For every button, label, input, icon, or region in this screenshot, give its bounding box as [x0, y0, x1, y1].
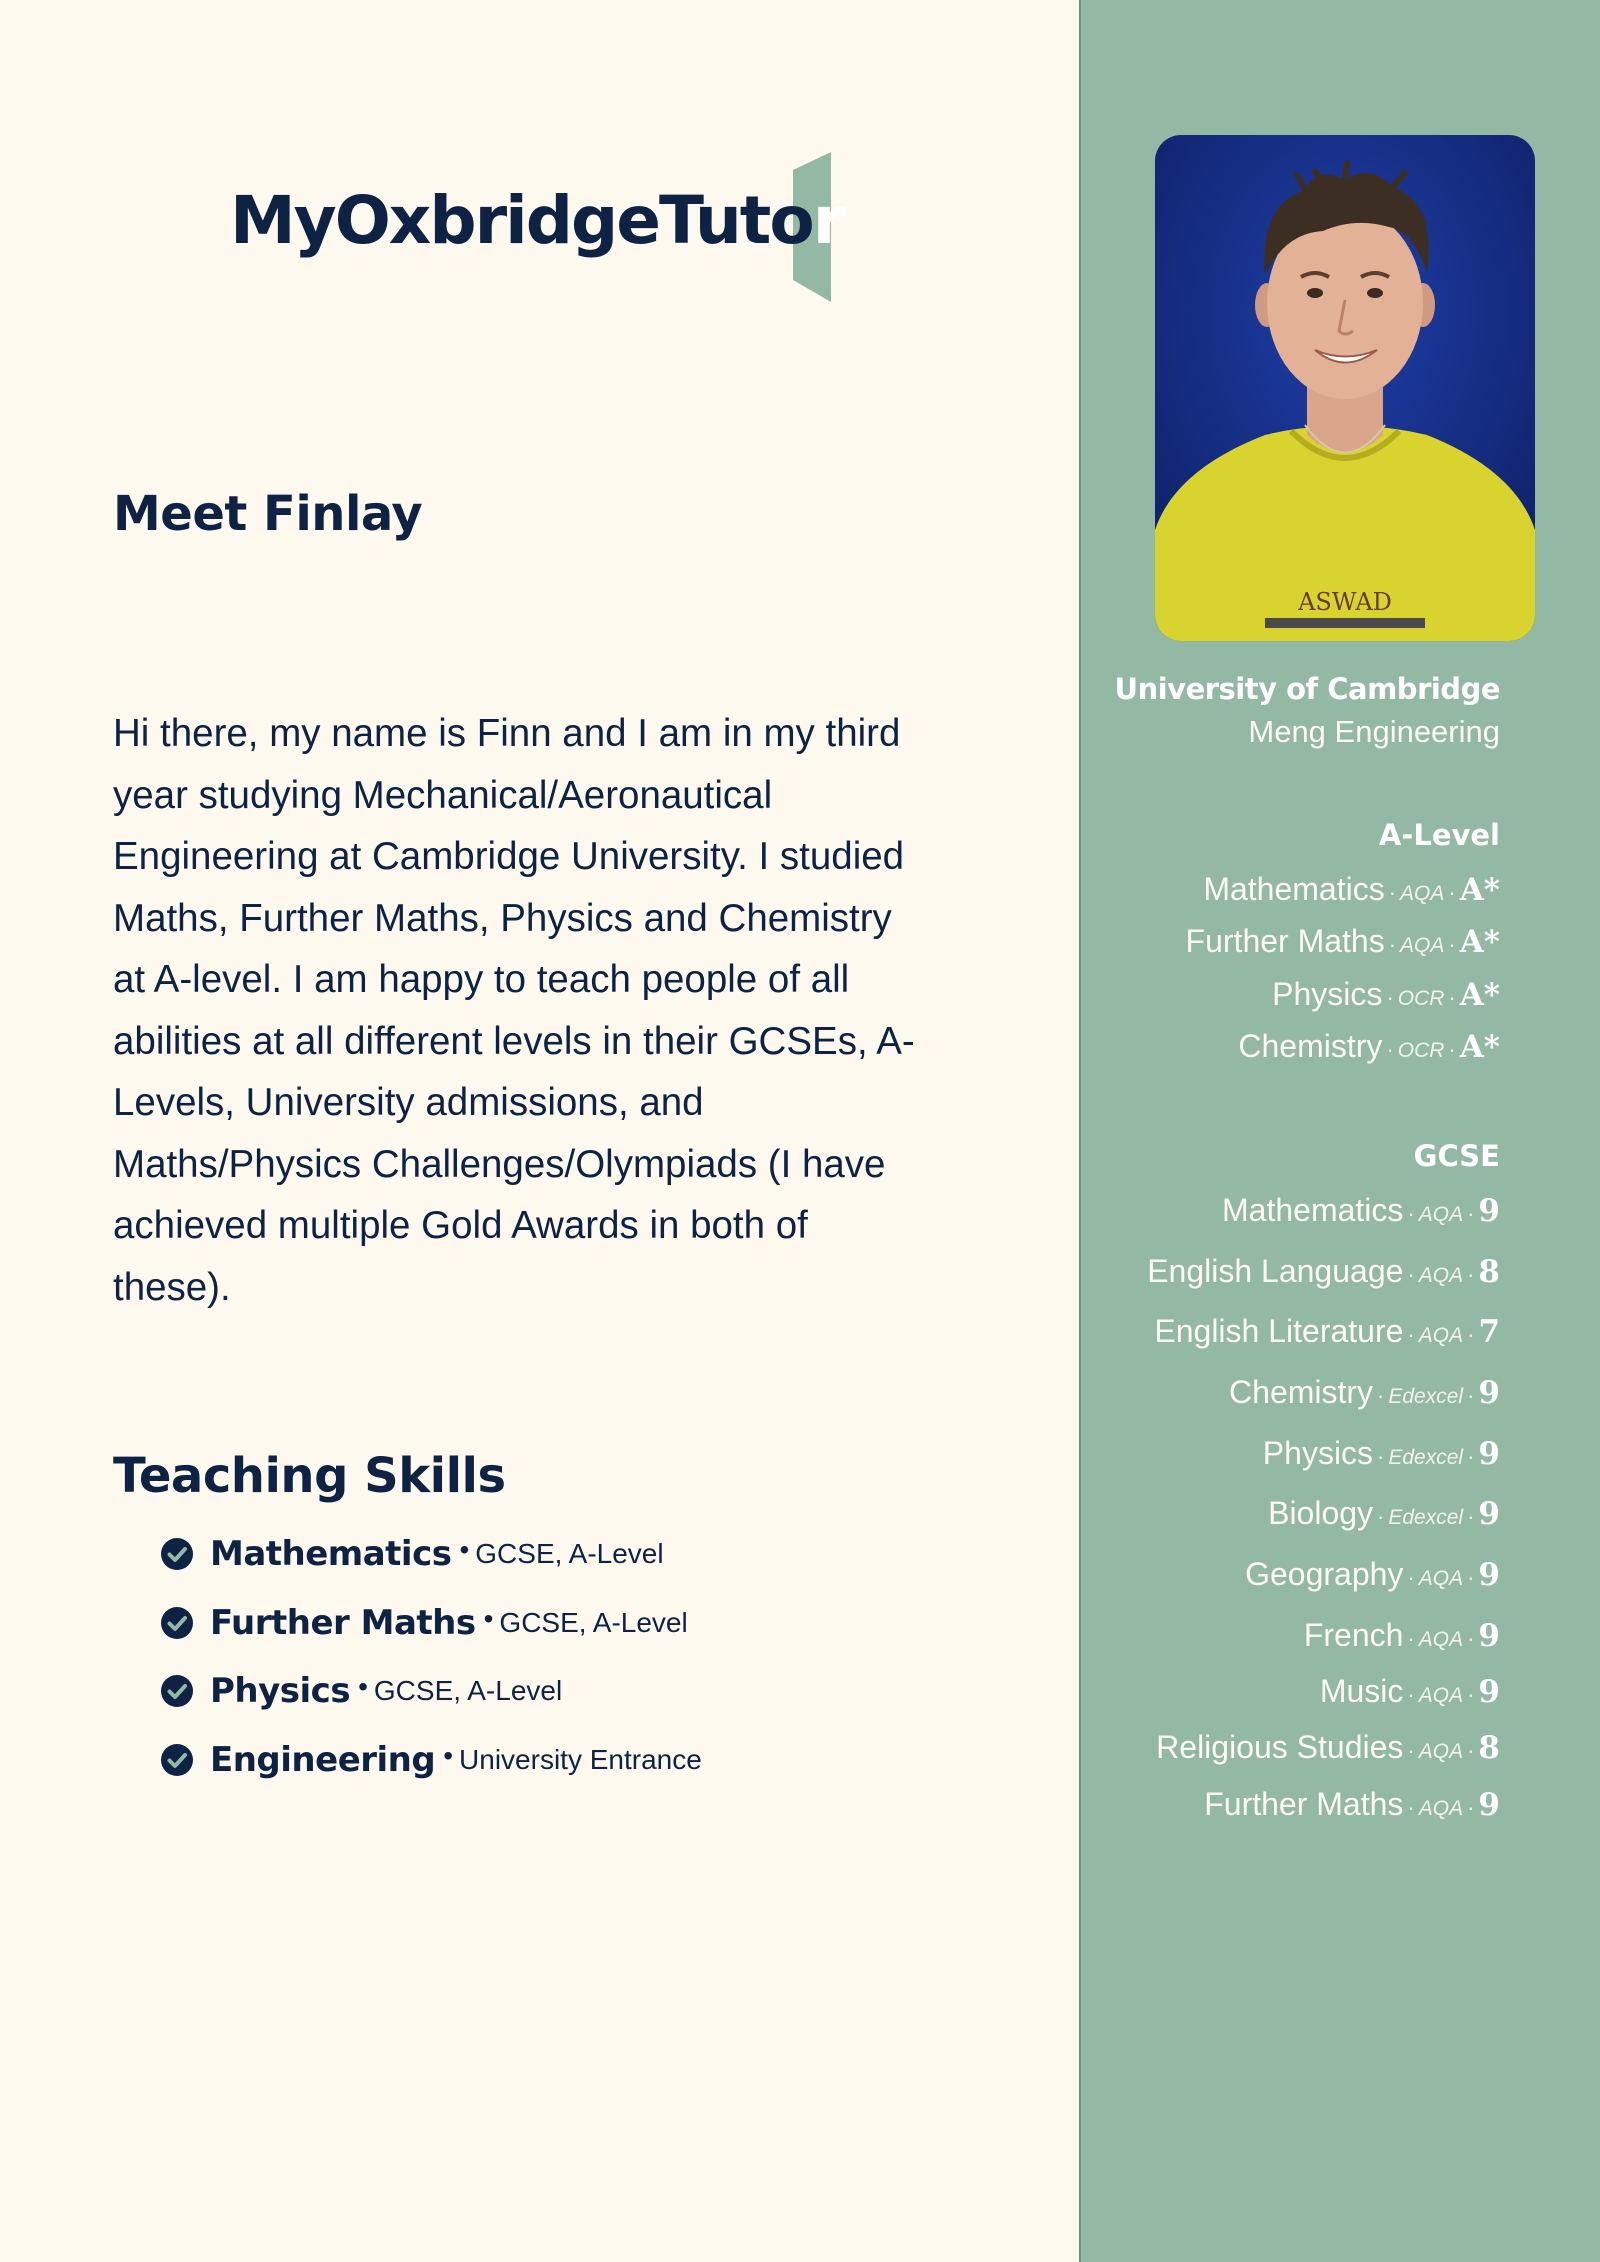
gcse-row [1147, 1253, 1500, 1314]
bullet-separator: • [483, 1602, 494, 1634]
grade: 9 [1478, 1496, 1500, 1533]
dot-separator: · [1407, 1201, 1415, 1226]
logo-wordmark [230, 182, 843, 259]
dot-separator: · [1407, 1738, 1415, 1764]
exam-board: AQA [1418, 1203, 1464, 1226]
bullet-separator: • [459, 1534, 470, 1565]
dot-separator: · [1407, 1565, 1415, 1591]
skill-name: Further Maths [210, 1602, 476, 1643]
gcse-row [1147, 1786, 1500, 1842]
alevel-list [1186, 871, 1500, 1080]
subject: Mathematics [1222, 1192, 1404, 1228]
subject: Geography [1245, 1556, 1404, 1593]
exam-board: Edexcel [1388, 1445, 1464, 1469]
skill-item [160, 1671, 702, 1740]
check-circle-icon [160, 1743, 194, 1777]
gcse-row [1147, 1313, 1500, 1374]
dot-separator: · [1448, 984, 1456, 1010]
dot-separator: · [1377, 1443, 1385, 1469]
exam-board: AQA [1418, 1796, 1464, 1820]
tutor-photo [1155, 135, 1535, 641]
subject: French [1303, 1616, 1404, 1653]
grade: A* [1459, 924, 1500, 961]
exam-board: Edexcel [1388, 1385, 1464, 1409]
subject: Further Maths [1185, 923, 1385, 960]
university-block [1115, 672, 1500, 750]
grade: 8 [1478, 1253, 1500, 1290]
subject: Physics [1262, 1434, 1374, 1471]
exam-board: AQA [1418, 1627, 1464, 1651]
subject: Music [1319, 1673, 1404, 1710]
bullet-separator: • [443, 1739, 454, 1771]
exam-board: AQA [1400, 882, 1445, 905]
skill-name: Mathematics [210, 1534, 452, 1574]
svg-text:ASWAD: ASWAD [1298, 588, 1392, 616]
exam-board: AQA [1418, 1567, 1464, 1591]
dot-separator: · [1467, 1738, 1475, 1764]
dot-separator: · [1407, 1625, 1415, 1651]
subject: English Literature [1154, 1313, 1404, 1350]
subject: Biology [1268, 1495, 1374, 1532]
skill-item [160, 1534, 702, 1603]
exam-board: AQA [1418, 1324, 1464, 1348]
skills-title: Teaching Skills [113, 1448, 506, 1504]
gcse-heading: GCSE [1413, 1139, 1500, 1173]
exam-board: OCR [1397, 1038, 1445, 1062]
check-circle-icon [160, 1606, 194, 1640]
grade: A* [1459, 976, 1500, 1013]
dot-separator: · [1407, 1682, 1415, 1708]
skill-name: Engineering [210, 1739, 436, 1780]
dot-separator: · [1467, 1261, 1475, 1287]
dot-separator: · [1467, 1794, 1475, 1820]
dot-separator: · [1386, 984, 1394, 1010]
skill-item [160, 1740, 702, 1809]
grade: 9 [1478, 1375, 1500, 1412]
skill-levels: GCSE, A-Level [475, 1538, 664, 1569]
dot-separator: · [1448, 932, 1456, 958]
exam-board: Edexcel [1388, 1506, 1464, 1530]
dot-separator: · [1467, 1565, 1475, 1591]
dot-separator: · [1388, 880, 1397, 905]
grade: A* [1459, 1028, 1500, 1065]
alevel-row [1186, 923, 1500, 975]
grade: 7 [1478, 1314, 1500, 1351]
grade: 9 [1478, 1674, 1500, 1711]
gcse-row [1147, 1673, 1500, 1729]
exam-board: AQA [1418, 1684, 1464, 1708]
alevel-row [1186, 1028, 1500, 1080]
alevel-heading: A-Level [1378, 818, 1500, 852]
gcse-row [1147, 1617, 1500, 1673]
grade: 9 [1478, 1786, 1500, 1823]
grade: A* [1459, 872, 1500, 908]
alevel-row [1186, 871, 1500, 923]
gcse-row [1147, 1192, 1500, 1253]
dot-separator: · [1407, 1794, 1415, 1820]
skills-list [160, 1534, 702, 1808]
skill-name: Physics [210, 1671, 351, 1711]
subject: Chemistry [1229, 1374, 1374, 1411]
subject: Religious Studies [1156, 1729, 1404, 1766]
university-name: University of Cambridge [1114, 672, 1500, 706]
dot-separator: · [1467, 1383, 1475, 1409]
exam-board: OCR [1397, 986, 1445, 1010]
grade: 9 [1478, 1617, 1500, 1654]
alevel-row [1186, 976, 1500, 1028]
skill-levels: GCSE, A-Level [373, 1675, 563, 1706]
dot-separator: · [1467, 1322, 1475, 1348]
grade: 9 [1478, 1193, 1500, 1229]
gcse-row [1147, 1729, 1500, 1785]
check-circle-icon [160, 1674, 194, 1708]
gcse-row [1147, 1495, 1500, 1556]
dot-separator: · [1386, 1036, 1394, 1062]
dot-separator: · [1448, 880, 1456, 905]
grade: 9 [1478, 1435, 1500, 1472]
grade: 8 [1478, 1730, 1500, 1767]
check-circle-icon [160, 1537, 194, 1571]
gcse-row [1147, 1556, 1500, 1617]
dot-separator: · [1467, 1443, 1475, 1469]
dot-separator: · [1377, 1504, 1385, 1530]
dot-separator: · [1388, 932, 1397, 958]
skill-levels: University Entrance [459, 1743, 702, 1775]
logo-text-main: MyOxbridgeTuto [230, 182, 813, 259]
subject: English Language [1147, 1252, 1404, 1289]
exam-board: AQA [1418, 1740, 1464, 1764]
skill-levels: GCSE, A-Level [499, 1606, 688, 1638]
dot-separator: · [1467, 1504, 1475, 1530]
subject: Further Maths [1204, 1785, 1404, 1822]
bio-paragraph: Hi there, my name is Finn and I am in my third year studying Mechanical/Aeronautical Engineering at Cambridge University. I studied Maths, Further Maths, Physics and Chemistry at A-level. I am happy to teach people of all abilities at all different levels in their GCSEs, A-Levels, University admissions, and Maths/Physics Challenges/Olympiads (I have achieved multiple Gold Awards in both of these). [113, 712, 915, 1309]
dot-separator: · [1377, 1383, 1385, 1409]
gcse-list [1147, 1192, 1500, 1842]
dot-separator: · [1467, 1625, 1475, 1651]
gcse-row [1147, 1435, 1500, 1496]
bullet-separator: • [358, 1671, 368, 1702]
exam-board: AQA [1400, 934, 1445, 958]
course-name: Meng Engineering [1248, 714, 1500, 749]
meet-title: Meet Finlay [113, 486, 423, 542]
subject: Chemistry [1238, 1027, 1383, 1064]
dot-separator: · [1467, 1201, 1475, 1226]
right-sidebar [1079, 0, 1600, 2262]
dot-separator: · [1467, 1682, 1475, 1708]
dot-separator: · [1407, 1322, 1415, 1348]
subject: Physics [1272, 975, 1383, 1012]
logo-text-last: r [812, 182, 844, 259]
skill-item [160, 1603, 702, 1672]
subject: Mathematics [1203, 871, 1385, 907]
gcse-row [1147, 1374, 1500, 1435]
dot-separator: · [1448, 1036, 1456, 1062]
exam-board: AQA [1418, 1263, 1464, 1287]
dot-separator: · [1407, 1261, 1415, 1287]
tutor-portrait-illustration [1155, 135, 1535, 641]
grade: 9 [1478, 1557, 1500, 1594]
